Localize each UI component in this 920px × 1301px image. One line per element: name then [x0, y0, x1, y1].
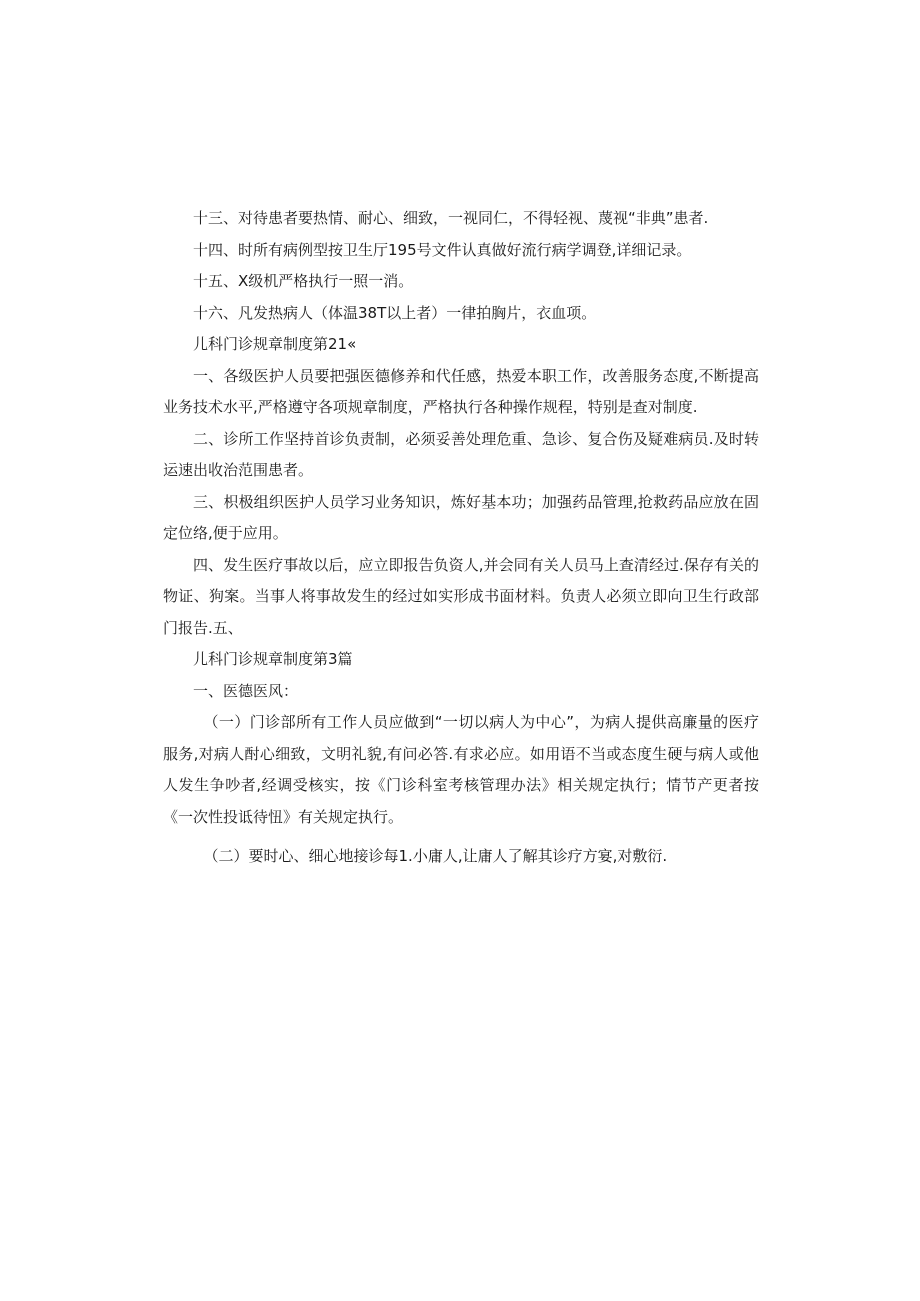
section-3-paragraph-2: （二）要时心、细心地接诊每1.小庸人,让庸人了解其诊疗方宴,对敷衍.	[203, 847, 668, 865]
section-3-title: 儿科门诊规章制度第3篇	[193, 650, 353, 668]
section-2-paragraph-2: 二、诊所工作坚持首诊负责制，必须妥善处理危重、急诊、复合伤及疑难病员.及时转运速出收治范围患者。	[163, 429, 759, 479]
document-body	[163, 203, 759, 873]
rule-item-16: 十六、凡发热病人（体温38T以上者）一律拍胸片，衣血项。	[193, 303, 597, 322]
section-3-paragraph-1: （一）门诊部所有工作人员应做到“一切以病人为中心”，为病人提供高廉量的医疗服务,对病人酎心细致，文明礼貌,有问必答.有求必应。如用语不当或态度生硬与病人或他人发生争吵者,经调受核实，按《门诊科室考核管理办法》相关规定执行；情节产更者按《一次性投诋待忸》有关规定执行。	[163, 713, 759, 826]
section-2-paragraph-4: 四、发生医疗事故以后，应立即报告负资人,并会同有关人员马上查清经过.保存有关的物证、狗案。当事人将事故发生的经过如实形成书面材料。负责人必须立即向卫生行政部门报告.五、	[163, 555, 759, 637]
section-2-paragraph-1: 一、各级医护人员要把强医德修养和代任感，热爱本职工作，改善服务态度,不断提高业务技术水平,严格遵守各项规章制度，严格执行各种操作规程，特别是查对制度.	[163, 366, 759, 416]
section-2-paragraph-3: 三、枳极组织医护人员学习业务知识，炼好基本功；加强药品管理,抢救药品应放在固定位络,便于应用。	[163, 492, 759, 542]
section-3-heading: 一、医德医风：	[193, 681, 299, 700]
rule-item-13: 十三、对待患者要热情、耐心、细致，一视同仁，不得轻视、蔑视“非典”患者.	[193, 209, 709, 227]
rule-item-14: 十四、时所有病例型按卫生厅195号文件认真做好流行病学调登,详细记录。	[193, 240, 692, 259]
section-2-title: 儿科门诊规章制度第21«	[193, 335, 357, 353]
rule-item-15: 十五、X级机严格执行一照一消。	[193, 272, 414, 290]
